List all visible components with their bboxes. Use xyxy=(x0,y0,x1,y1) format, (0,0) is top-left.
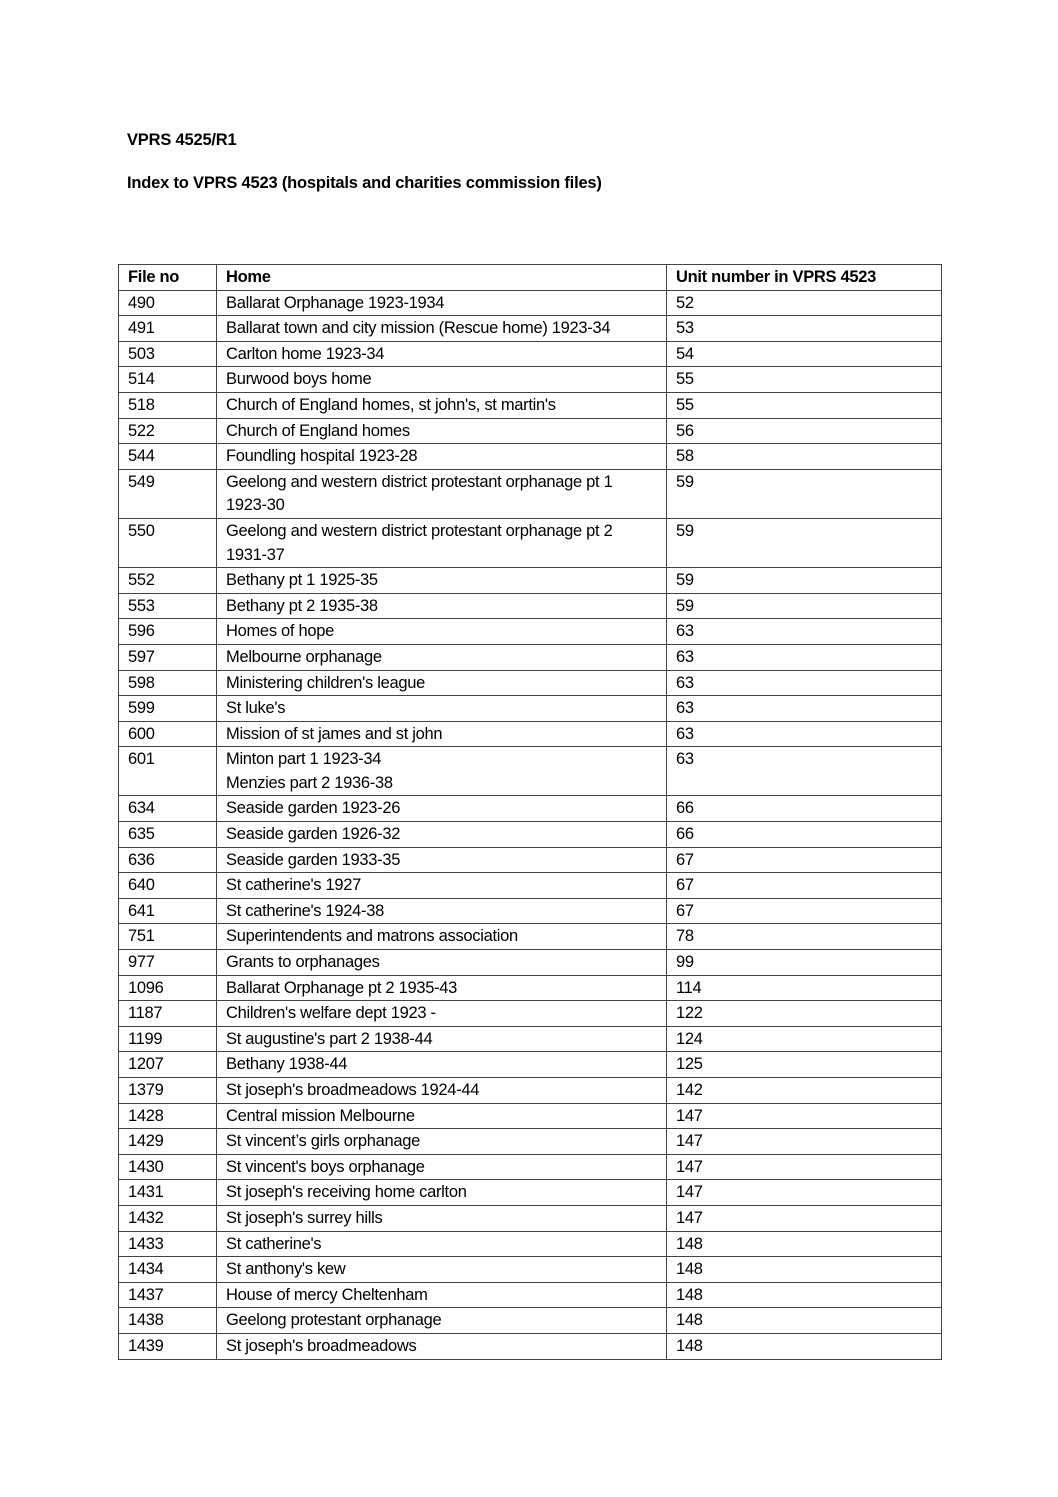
cell-file-no-text: 641 xyxy=(128,901,155,920)
cell-unit-number xyxy=(667,1205,942,1231)
cell-unit-number xyxy=(667,924,942,950)
cell-home-text: St joseph's surrey hills xyxy=(226,1208,383,1227)
cell-home-text: Ballarat Orphanage 1923-1934 xyxy=(226,293,445,312)
cell-file-no-text: 634 xyxy=(128,799,155,818)
cell-file-no xyxy=(119,747,217,796)
cell-unit-number-text: 63 xyxy=(676,622,694,641)
cell-home-text: Geelong and western district protestant orphanage pt 1 1923-30 xyxy=(226,472,613,515)
cell-file-no-text: 491 xyxy=(128,319,155,338)
cell-unit-number xyxy=(667,518,942,567)
cell-unit-number xyxy=(667,341,942,367)
cell-file-no xyxy=(119,1205,217,1231)
cell-file-no-text: 514 xyxy=(128,370,155,389)
table-row xyxy=(119,1103,942,1129)
cell-unit-number-text: 147 xyxy=(676,1183,703,1202)
table-row xyxy=(119,316,942,342)
cell-file-no-text: 1430 xyxy=(128,1157,164,1176)
cell-file-no-text: 640 xyxy=(128,876,155,895)
cell-home xyxy=(217,1257,667,1283)
cell-file-no-text: 1096 xyxy=(128,978,164,997)
cell-unit-number-text: 148 xyxy=(676,1311,703,1330)
cell-file-no xyxy=(119,1282,217,1308)
cell-home-text: St joseph's broadmeadows 1924-44 xyxy=(226,1081,480,1099)
cell-file-no xyxy=(119,444,217,470)
cell-file-no xyxy=(119,696,217,722)
cell-home xyxy=(217,568,667,594)
table-row xyxy=(119,518,942,567)
cell-unit-number-text: 124 xyxy=(676,1029,703,1048)
cell-unit-number-text: 122 xyxy=(676,1004,703,1023)
cell-home-text: Melbourne orphanage xyxy=(226,647,382,666)
cell-unit-number xyxy=(667,568,942,594)
cell-file-no xyxy=(119,873,217,899)
table-row xyxy=(119,1026,942,1052)
cell-home xyxy=(217,418,667,444)
cell-home-text: Central mission Melbourne xyxy=(226,1106,415,1125)
table-row xyxy=(119,1001,942,1027)
cell-file-no-text: 599 xyxy=(128,699,155,718)
cell-file-no-text: 1428 xyxy=(128,1106,164,1125)
cell-file-no-text: 751 xyxy=(128,927,155,946)
cell-unit-number xyxy=(667,367,942,393)
table-row xyxy=(119,418,942,444)
cell-unit-number-text: 56 xyxy=(676,421,694,440)
table-row xyxy=(119,392,942,418)
cell-file-no xyxy=(119,367,217,393)
cell-home xyxy=(217,1282,667,1308)
cell-home-line2-text: Menzies part 2 1936-38 xyxy=(226,773,393,792)
table-row xyxy=(119,1129,942,1155)
table-row xyxy=(119,593,942,619)
cell-home-text: Church of England homes xyxy=(226,421,410,440)
cell-home-text: Burwood boys home xyxy=(226,370,372,389)
table-row xyxy=(119,747,942,796)
cell-home xyxy=(217,619,667,645)
cell-file-no-text: 1439 xyxy=(128,1336,164,1355)
cell-unit-number xyxy=(667,796,942,822)
table-row xyxy=(119,644,942,670)
cell-file-no-text: 490 xyxy=(128,293,155,312)
table-row xyxy=(119,568,942,594)
cell-unit-number-text: 99 xyxy=(676,953,694,972)
cell-file-no xyxy=(119,518,217,567)
cell-file-no xyxy=(119,644,217,670)
cell-unit-number xyxy=(667,822,942,848)
cell-unit-number xyxy=(667,898,942,924)
cell-file-no-text: 1433 xyxy=(128,1234,164,1253)
cell-unit-number xyxy=(667,1078,942,1104)
cell-home xyxy=(217,444,667,470)
cell-home xyxy=(217,873,667,899)
cell-unit-number-text: 59 xyxy=(676,571,694,590)
table-row xyxy=(119,696,942,722)
cell-home xyxy=(217,822,667,848)
cell-unit-number-text: 66 xyxy=(676,799,694,818)
table-row xyxy=(119,950,942,976)
cell-file-no xyxy=(119,1333,217,1359)
cell-home xyxy=(217,1026,667,1052)
cell-unit-number-text: 63 xyxy=(676,673,694,692)
cell-file-no xyxy=(119,418,217,444)
cell-home-text: Bethany pt 2 1935-38 xyxy=(226,596,378,615)
cell-unit-number-text: 67 xyxy=(676,901,694,920)
cell-unit-number xyxy=(667,873,942,899)
cell-unit-number xyxy=(667,1154,942,1180)
cell-file-no xyxy=(119,1308,217,1334)
cell-unit-number-text: 59 xyxy=(676,596,694,615)
cell-home xyxy=(217,290,667,316)
table-row xyxy=(119,341,942,367)
cell-home xyxy=(217,1001,667,1027)
cell-file-no-text: 596 xyxy=(128,622,155,641)
table-row xyxy=(119,898,942,924)
cell-unit-number-text: 147 xyxy=(676,1106,703,1125)
cell-home-text: Carlton home 1923-34 xyxy=(226,344,385,363)
cell-home xyxy=(217,644,667,670)
cell-home xyxy=(217,1103,667,1129)
cell-unit-number-text: 66 xyxy=(676,825,694,844)
cell-unit-number xyxy=(667,721,942,747)
cell-file-no xyxy=(119,847,217,873)
cell-unit-number xyxy=(667,316,942,342)
cell-file-no-text: 600 xyxy=(128,724,155,743)
cell-home-text: Mission of st james and st john xyxy=(226,724,443,743)
cell-unit-number xyxy=(667,1052,942,1078)
cell-home-text: Ballarat town and city mission (Rescue home) 1923-34 xyxy=(226,319,611,338)
cell-home xyxy=(217,1129,667,1155)
cell-unit-number xyxy=(667,696,942,722)
cell-unit-number-text: 114 xyxy=(676,978,702,997)
cell-unit-number-text: 78 xyxy=(676,927,694,946)
cell-home xyxy=(217,1180,667,1206)
cell-unit-number xyxy=(667,593,942,619)
cell-home xyxy=(217,469,667,518)
cell-unit-number-text: 67 xyxy=(676,850,694,869)
cell-unit-number-text: 59 xyxy=(676,521,694,540)
cell-file-no-text: 1432 xyxy=(128,1208,164,1227)
table-row xyxy=(119,1154,942,1180)
cell-home-text: St catherine's xyxy=(226,1234,322,1253)
cell-file-no xyxy=(119,1026,217,1052)
cell-file-no-text: 1431 xyxy=(128,1183,164,1202)
cell-unit-number xyxy=(667,747,942,796)
cell-home-text: St anthony's kew xyxy=(226,1260,346,1279)
cell-file-no xyxy=(119,924,217,950)
cell-unit-number-text: 54 xyxy=(676,344,694,363)
cell-file-no-text: 977 xyxy=(128,953,155,972)
cell-home-text: St joseph's receiving home carlton xyxy=(226,1183,467,1202)
cell-home-text: Superintendents and matrons association xyxy=(226,927,518,946)
document-title: Index to VPRS 4523 (hospitals and charities commission files) xyxy=(127,174,602,192)
cell-unit-number xyxy=(667,950,942,976)
cell-file-no xyxy=(119,822,217,848)
cell-unit-number xyxy=(667,469,942,518)
cell-unit-number-text: 52 xyxy=(676,293,694,312)
cell-unit-number-text: 147 xyxy=(676,1208,703,1227)
cell-file-no-text: 1437 xyxy=(128,1285,164,1304)
cell-unit-number-text: 63 xyxy=(676,724,694,743)
table-row xyxy=(119,822,942,848)
cell-home xyxy=(217,696,667,722)
cell-file-no-text: 598 xyxy=(128,673,155,692)
cell-unit-number xyxy=(667,619,942,645)
cell-unit-number xyxy=(667,1333,942,1359)
cell-home-text: Homes of hope xyxy=(226,622,334,641)
cell-unit-number xyxy=(667,975,942,1001)
table-row xyxy=(119,1282,942,1308)
table-row xyxy=(119,367,942,393)
cell-file-no xyxy=(119,1052,217,1078)
cell-file-no xyxy=(119,1078,217,1104)
cell-unit-number-text: 148 xyxy=(676,1336,703,1355)
cell-file-no-text: 550 xyxy=(128,521,155,540)
cell-file-no xyxy=(119,316,217,342)
cell-file-no xyxy=(119,568,217,594)
table-row xyxy=(119,1205,942,1231)
table-row xyxy=(119,796,942,822)
cell-home-text: Grants to orphanages xyxy=(226,953,380,972)
table-row xyxy=(119,444,942,470)
cell-home-text: Seaside garden 1933-35 xyxy=(226,850,401,869)
table-row xyxy=(119,670,942,696)
table-row xyxy=(119,924,942,950)
cell-home xyxy=(217,316,667,342)
cell-file-no-text: 1207 xyxy=(128,1055,164,1074)
cell-home-text: St luke's xyxy=(226,699,286,718)
cell-file-no xyxy=(119,469,217,518)
cell-unit-number xyxy=(667,392,942,418)
table-row xyxy=(119,1308,942,1334)
cell-home xyxy=(217,367,667,393)
table-row xyxy=(119,1180,942,1206)
cell-file-no xyxy=(119,619,217,645)
cell-unit-number-text: 147 xyxy=(676,1132,703,1151)
cell-file-no-text: 552 xyxy=(128,571,155,590)
cell-home-text: St vincent's boys orphanage xyxy=(226,1157,425,1176)
table-row xyxy=(119,721,942,747)
cell-home xyxy=(217,670,667,696)
cell-home xyxy=(217,341,667,367)
cell-unit-number xyxy=(667,1129,942,1155)
table-row xyxy=(119,975,942,1001)
cell-unit-number xyxy=(667,644,942,670)
cell-file-no-text: 597 xyxy=(128,647,155,666)
cell-file-no-text: 1199 xyxy=(128,1029,163,1048)
cell-file-no xyxy=(119,1001,217,1027)
cell-unit-number xyxy=(667,847,942,873)
table-row xyxy=(119,1333,942,1359)
cell-unit-number-text: 63 xyxy=(676,750,694,769)
cell-home-text: Geelong protestant orphanage xyxy=(226,1311,442,1330)
header-unit-number: Unit number in VPRS 4523 xyxy=(667,265,942,291)
table-row xyxy=(119,619,942,645)
cell-file-no xyxy=(119,1129,217,1155)
cell-file-no xyxy=(119,898,217,924)
cell-unit-number xyxy=(667,290,942,316)
cell-unit-number-text: 125 xyxy=(676,1055,703,1074)
cell-file-no-text: 1434 xyxy=(128,1260,164,1279)
cell-file-no xyxy=(119,392,217,418)
cell-home-text: St catherine's 1927 xyxy=(226,876,362,895)
table-row xyxy=(119,873,942,899)
cell-home xyxy=(217,1154,667,1180)
cell-home xyxy=(217,1231,667,1257)
cell-home-text: Bethany 1938-44 xyxy=(226,1055,348,1074)
cell-home xyxy=(217,392,667,418)
cell-file-no xyxy=(119,1231,217,1257)
cell-unit-number-text: 148 xyxy=(676,1285,703,1304)
cell-home-text: Seaside garden 1926-32 xyxy=(226,825,401,844)
cell-file-no xyxy=(119,975,217,1001)
cell-file-no xyxy=(119,670,217,696)
cell-unit-number xyxy=(667,418,942,444)
cell-unit-number-text: 59 xyxy=(676,472,694,491)
cell-file-no-text: 522 xyxy=(128,421,155,440)
cell-file-no xyxy=(119,796,217,822)
table-row xyxy=(119,1052,942,1078)
cell-home-text: Children's welfare dept 1923 - xyxy=(226,1004,436,1023)
cell-file-no xyxy=(119,950,217,976)
cell-home xyxy=(217,1333,667,1359)
cell-unit-number-text: 148 xyxy=(676,1234,703,1253)
cell-unit-number xyxy=(667,1026,942,1052)
cell-unit-number xyxy=(667,1001,942,1027)
cell-home xyxy=(217,950,667,976)
cell-home xyxy=(217,518,667,567)
cell-home xyxy=(217,898,667,924)
index-table xyxy=(118,264,942,1360)
cell-unit-number-text: 55 xyxy=(676,395,694,414)
cell-file-no-text: 553 xyxy=(128,596,155,615)
cell-unit-number xyxy=(667,1180,942,1206)
cell-file-no xyxy=(119,341,217,367)
cell-home-text: St vincent’s girls orphanage xyxy=(226,1132,420,1151)
cell-unit-number-text: 58 xyxy=(676,447,694,466)
cell-unit-number-text: 142 xyxy=(676,1081,703,1099)
cell-file-no xyxy=(119,1103,217,1129)
cell-file-no xyxy=(119,1154,217,1180)
cell-home xyxy=(217,1052,667,1078)
cell-unit-number xyxy=(667,1257,942,1283)
cell-home-text: St augustine's part 2 1938-44 xyxy=(226,1029,433,1048)
cell-home xyxy=(217,1205,667,1231)
cell-file-no xyxy=(119,721,217,747)
header-file-no: File no xyxy=(119,265,217,291)
table-row xyxy=(119,469,942,518)
cell-home xyxy=(217,721,667,747)
cell-unit-number-text: 55 xyxy=(676,370,694,389)
cell-unit-number-text: 147 xyxy=(676,1157,703,1176)
cell-unit-number xyxy=(667,1308,942,1334)
cell-file-no-text: 635 xyxy=(128,825,155,844)
cell-file-no-text: 518 xyxy=(128,395,155,414)
cell-home-text: House of mercy Cheltenham xyxy=(226,1285,428,1304)
table-body xyxy=(119,290,942,1359)
cell-home xyxy=(217,593,667,619)
cell-file-no-text: 601 xyxy=(128,750,155,769)
table-row xyxy=(119,847,942,873)
cell-home-text: Bethany pt 1 1925-35 xyxy=(226,571,378,590)
cell-home-text: Church of England homes, st john's, st martin's xyxy=(226,395,556,414)
cell-file-no-text: 1187 xyxy=(128,1004,163,1023)
cell-unit-number xyxy=(667,670,942,696)
cell-unit-number xyxy=(667,1231,942,1257)
cell-home-text: St joseph's broadmeadows xyxy=(226,1336,417,1355)
cell-home xyxy=(217,796,667,822)
cell-home-text: St catherine's 1924-38 xyxy=(226,901,384,920)
cell-file-no xyxy=(119,1257,217,1283)
cell-file-no-text: 503 xyxy=(128,344,155,363)
cell-file-no-text: 544 xyxy=(128,447,155,466)
cell-home-text: Seaside garden 1923-26 xyxy=(226,799,401,818)
cell-file-no-text: 1438 xyxy=(128,1311,164,1330)
cell-home xyxy=(217,1308,667,1334)
cell-home xyxy=(217,924,667,950)
cell-file-no-text: 1429 xyxy=(128,1132,164,1151)
cell-file-no xyxy=(119,1180,217,1206)
cell-unit-number xyxy=(667,1103,942,1129)
cell-file-no-text: 636 xyxy=(128,850,155,869)
cell-unit-number xyxy=(667,1282,942,1308)
cell-unit-number-text: 63 xyxy=(676,699,694,718)
cell-home-text: Foundling hospital 1923-28 xyxy=(226,447,418,466)
series-id-heading: VPRS 4525/R1 xyxy=(127,131,237,149)
table-row xyxy=(119,290,942,316)
table-header-row xyxy=(119,265,942,291)
cell-home xyxy=(217,747,667,796)
header-home: Home xyxy=(217,265,667,291)
cell-home xyxy=(217,975,667,1001)
cell-unit-number-text: 53 xyxy=(676,319,694,338)
cell-home-text: Ballarat Orphanage pt 2 1935-43 xyxy=(226,978,458,997)
table-row xyxy=(119,1231,942,1257)
cell-file-no-text: 549 xyxy=(128,472,155,491)
cell-file-no xyxy=(119,290,217,316)
cell-home-text: Ministering children's league xyxy=(226,673,425,692)
cell-unit-number-text: 148 xyxy=(676,1260,703,1279)
table-row xyxy=(119,1257,942,1283)
cell-home xyxy=(217,847,667,873)
cell-unit-number-text: 67 xyxy=(676,876,694,895)
cell-file-no xyxy=(119,593,217,619)
cell-home-text: Geelong and western district protestant orphanage pt 2 1931-37 xyxy=(226,521,613,564)
cell-home xyxy=(217,1078,667,1104)
cell-file-no-text: 1379 xyxy=(128,1081,164,1099)
cell-unit-number xyxy=(667,444,942,470)
table-row xyxy=(119,1078,942,1104)
cell-unit-number-text: 63 xyxy=(676,647,694,666)
cell-home-text: Minton part 1 1923-34 xyxy=(226,750,382,769)
